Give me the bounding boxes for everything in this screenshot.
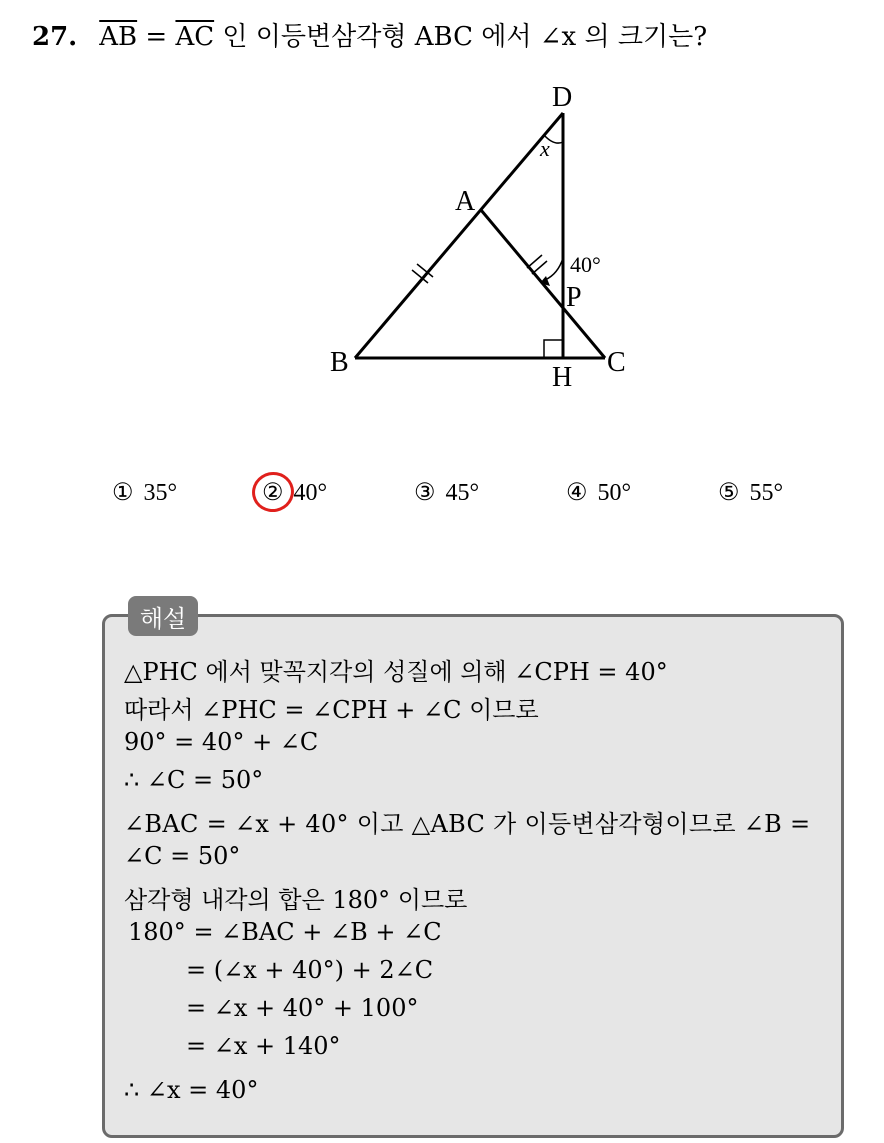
- choice-4[interactable]: [566, 478, 631, 507]
- solution-line-5: ∠BAC = ∠x + 40° 이고 △ABC 가 이등변삼각형이므로 ∠B =: [124, 810, 811, 838]
- solution-line-9: = (∠x + 40°) + 2∠C: [186, 956, 434, 984]
- solution-line-3: 90° = 40° + ∠C: [124, 728, 319, 756]
- choice-5[interactable]: [718, 478, 783, 507]
- question-number: 27.: [32, 22, 78, 52]
- question-header: [32, 16, 707, 53]
- angle-40-arc: [545, 258, 563, 280]
- solution-line-12: ∴ ∠x = 40°: [124, 1076, 259, 1104]
- choice-1[interactable]: [112, 478, 177, 507]
- label-h: H: [552, 362, 573, 393]
- label-c: C: [607, 347, 626, 378]
- solution-line-8: 180° = ∠BAC + ∠B + ∠C: [128, 918, 442, 946]
- triangle-figure: [320, 80, 640, 400]
- solution-line-2: 따라서 ∠PHC = ∠CPH + ∠C 이므로: [124, 696, 539, 724]
- choice-1-number: ①: [112, 480, 134, 506]
- choice-5-number: ⑤: [718, 480, 740, 506]
- solution-tag: 해설: [128, 596, 198, 636]
- solution-line-11: = ∠x + 140°: [186, 1032, 341, 1060]
- segment-ac: $\overline{AC}$: [175, 22, 215, 52]
- solution-line-7: 삼각형 내각의 합은 180° 이므로: [124, 886, 468, 914]
- tick-ac-1: [527, 255, 542, 268]
- line-ac: [481, 210, 605, 358]
- tick-ac-2: [532, 261, 547, 274]
- choice-2-value: 40°: [293, 480, 328, 506]
- equals-sign: =: [137, 22, 176, 52]
- choice-5-value: 55°: [749, 480, 784, 506]
- choice-4-number: ④: [566, 480, 588, 506]
- choice-3[interactable]: [414, 478, 479, 507]
- choice-3-number: ③: [414, 480, 436, 506]
- label-p: P: [566, 282, 582, 313]
- answer-choices: [0, 478, 884, 518]
- label-b: B: [330, 347, 349, 378]
- label-x: x: [540, 136, 550, 161]
- choice-2-number: ②: [262, 480, 284, 506]
- triangle-diagram: [320, 80, 640, 400]
- solution-line-1: △PHC 에서 맞꼭지각의 성질에 의해 ∠CPH = 40°: [124, 658, 668, 686]
- choice-1-value: 35°: [143, 480, 178, 506]
- question-text: 인 이등변삼각형 ABC 에서 ∠x 의 크기는?: [214, 22, 708, 52]
- choice-4-value: 50°: [597, 480, 632, 506]
- label-angle-40: 40°: [570, 252, 601, 277]
- label-a: A: [455, 186, 476, 217]
- solution-line-4: ∴ ∠C = 50°: [124, 766, 264, 794]
- solution-line-10: = ∠x + 40° + 100°: [186, 994, 419, 1022]
- right-angle-mark: [544, 340, 563, 358]
- label-d: D: [552, 82, 573, 113]
- choice-3-value: 45°: [445, 480, 480, 506]
- line-bd: [355, 113, 563, 358]
- segment-ab: $\overline{AB}$: [99, 22, 138, 52]
- solution-line-6: ∠C = 50°: [124, 842, 241, 870]
